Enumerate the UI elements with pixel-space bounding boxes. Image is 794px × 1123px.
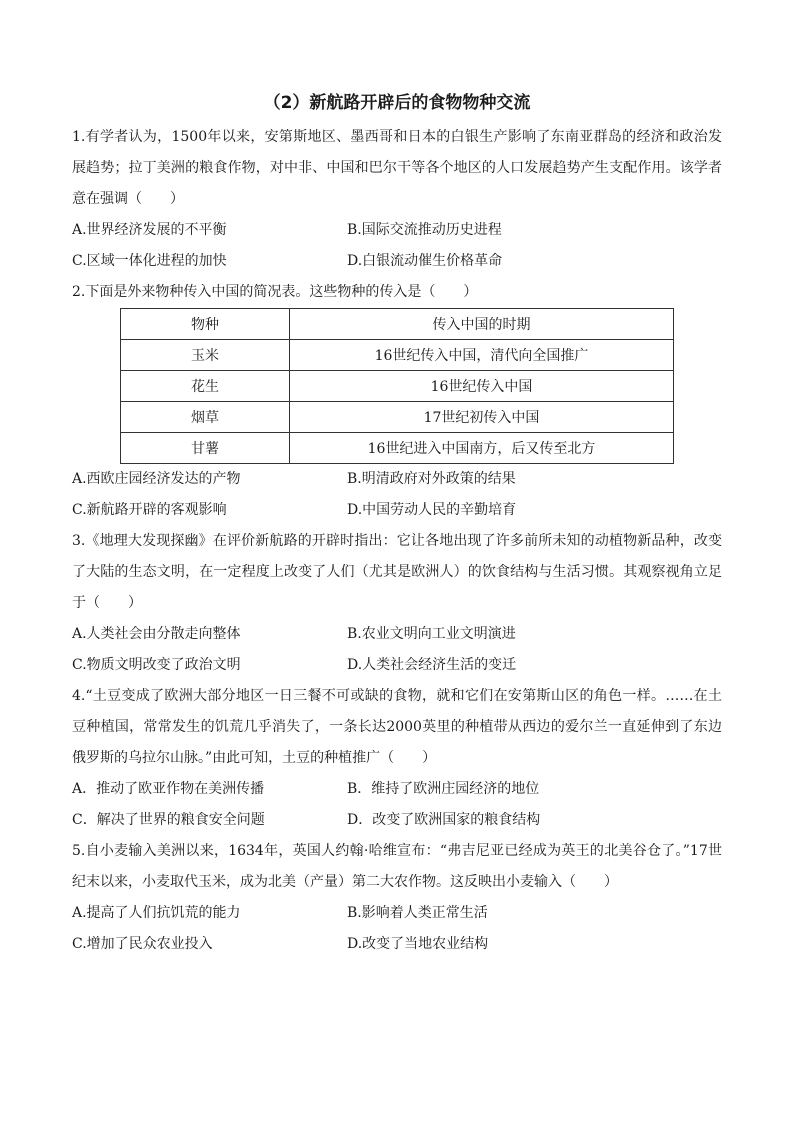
option-c: C.新航路开辟的客观影响 bbox=[72, 502, 227, 518]
table-cell-species: 甘薯 bbox=[121, 433, 290, 464]
question-1 bbox=[72, 122, 722, 277]
table-cell-period: 16世纪传入中国 bbox=[290, 371, 674, 402]
option-c: C．解决了世界的粮食安全问题 bbox=[72, 812, 265, 828]
option-a: A.提高了人们抗饥荒的能力 bbox=[72, 905, 241, 921]
table-cell-period: 17世纪初传入中国 bbox=[290, 402, 674, 433]
table-row bbox=[121, 433, 674, 464]
question-1-options-row-2 bbox=[72, 246, 722, 277]
species-table bbox=[120, 308, 674, 464]
question-2 bbox=[72, 277, 722, 526]
table-cell-period: 16世纪传入中国，清代向全国推广 bbox=[290, 340, 674, 371]
question-1-stem: 1.有学者认为，1500年以来，安第斯地区、墨西哥和日本的白银生产影响了东南亚群岛的经济和政治发展趋势；拉丁美洲的粮食作物，对中非、中国和巴尔干等各个地区的人口发展趋势产生支配作用。该学者意在强调（ ） bbox=[72, 129, 722, 207]
option-d: D．改变了欧洲国家的粮食结构 bbox=[347, 812, 541, 828]
option-c: C.区域一体化进程的加快 bbox=[72, 253, 227, 269]
question-3-options-row-1 bbox=[72, 619, 722, 650]
question-4-stem: 4.“土豆变成了欧洲大部分地区一日三餐不可或缺的食物，就和它们在安第斯山区的角色一样。……在土豆种植国，常常发生的饥荒几乎消失了，一条长达2000英里的种植带从西边的爱尔兰一直延伸到了东边俄罗斯的乌拉尔山脉。”由此可知，土豆的种植推广（ ） bbox=[72, 688, 722, 766]
table-cell-period: 16世纪进入中国南方，后又传至北方 bbox=[290, 433, 674, 464]
option-d: D.白银流动催生价格革命 bbox=[347, 253, 503, 269]
question-5 bbox=[72, 836, 722, 960]
option-b: B．维持了欧洲庄园经济的地位 bbox=[347, 781, 540, 797]
table-header-period: 传入中国的时期 bbox=[290, 309, 674, 340]
question-1-options-row-1 bbox=[72, 215, 722, 246]
table-header-species: 物种 bbox=[121, 309, 290, 340]
option-d: D.改变了当地农业结构 bbox=[347, 936, 489, 952]
table-cell-species: 玉米 bbox=[121, 340, 290, 371]
question-4-options-row-2 bbox=[72, 805, 722, 836]
option-b: B.明清政府对外政策的结果 bbox=[347, 471, 516, 487]
option-d: D.人类社会经济生活的变迁 bbox=[347, 657, 517, 673]
option-d: D.中国劳动人民的辛勤培育 bbox=[347, 502, 517, 518]
option-b: B.影响着人类正常生活 bbox=[347, 905, 488, 921]
question-4-options-row-1 bbox=[72, 774, 722, 805]
table-header-row bbox=[121, 309, 674, 340]
table-row bbox=[121, 371, 674, 402]
question-2-stem: 2.下面是外来物种传入中国的简况表。这些物种的传入是（ ） bbox=[72, 284, 478, 300]
option-a: A.西欧庄园经济发达的产物 bbox=[72, 471, 241, 487]
question-3 bbox=[72, 526, 722, 681]
table-row bbox=[121, 340, 674, 371]
question-3-options-row-2 bbox=[72, 650, 722, 681]
option-a: A．推动了欧亚作物在美洲传播 bbox=[72, 781, 265, 797]
question-2-options-row-2 bbox=[72, 495, 722, 526]
option-b: B.农业文明向工业文明演进 bbox=[347, 626, 516, 642]
question-4 bbox=[72, 681, 722, 836]
table-row bbox=[121, 402, 674, 433]
table-cell-species: 烟草 bbox=[121, 402, 290, 433]
table-cell-species: 花生 bbox=[121, 371, 290, 402]
question-5-options-row-2 bbox=[72, 929, 722, 960]
question-5-options-row-1 bbox=[72, 898, 722, 929]
question-5-stem: 5.自小麦输入美洲以来，1634年，英国人约翰·哈维宣布：“弗吉尼亚已经成为英王的北美谷仓了。”17世纪末以来，小麦取代玉米，成为北美（产量）第二大农作物。这反映出小麦输入（ ） bbox=[72, 843, 722, 890]
option-a: A.人类社会由分散走向整体 bbox=[72, 626, 241, 642]
question-3-stem: 3.《地理大发现探幽》在评价新航路的开辟时指出：它让各地出现了许多前所未知的动植物新品种，改变了大陆的生态文明，在一定程度上改变了人们（尤其是欧洲人）的饮食结构与生活习惯。其观察视角立足于（ ） bbox=[72, 533, 722, 611]
option-a: A.世界经济发展的不平衡 bbox=[72, 222, 227, 238]
option-b: B.国际交流推动历史进程 bbox=[347, 222, 502, 238]
option-c: C.物质文明改变了政治文明 bbox=[72, 657, 241, 673]
option-c: C.增加了民众农业投入 bbox=[72, 936, 213, 952]
page-title: （2）新航路开辟后的食物物种交流 bbox=[263, 93, 531, 113]
document-page bbox=[72, 92, 722, 960]
question-2-options-row-1 bbox=[72, 464, 722, 495]
